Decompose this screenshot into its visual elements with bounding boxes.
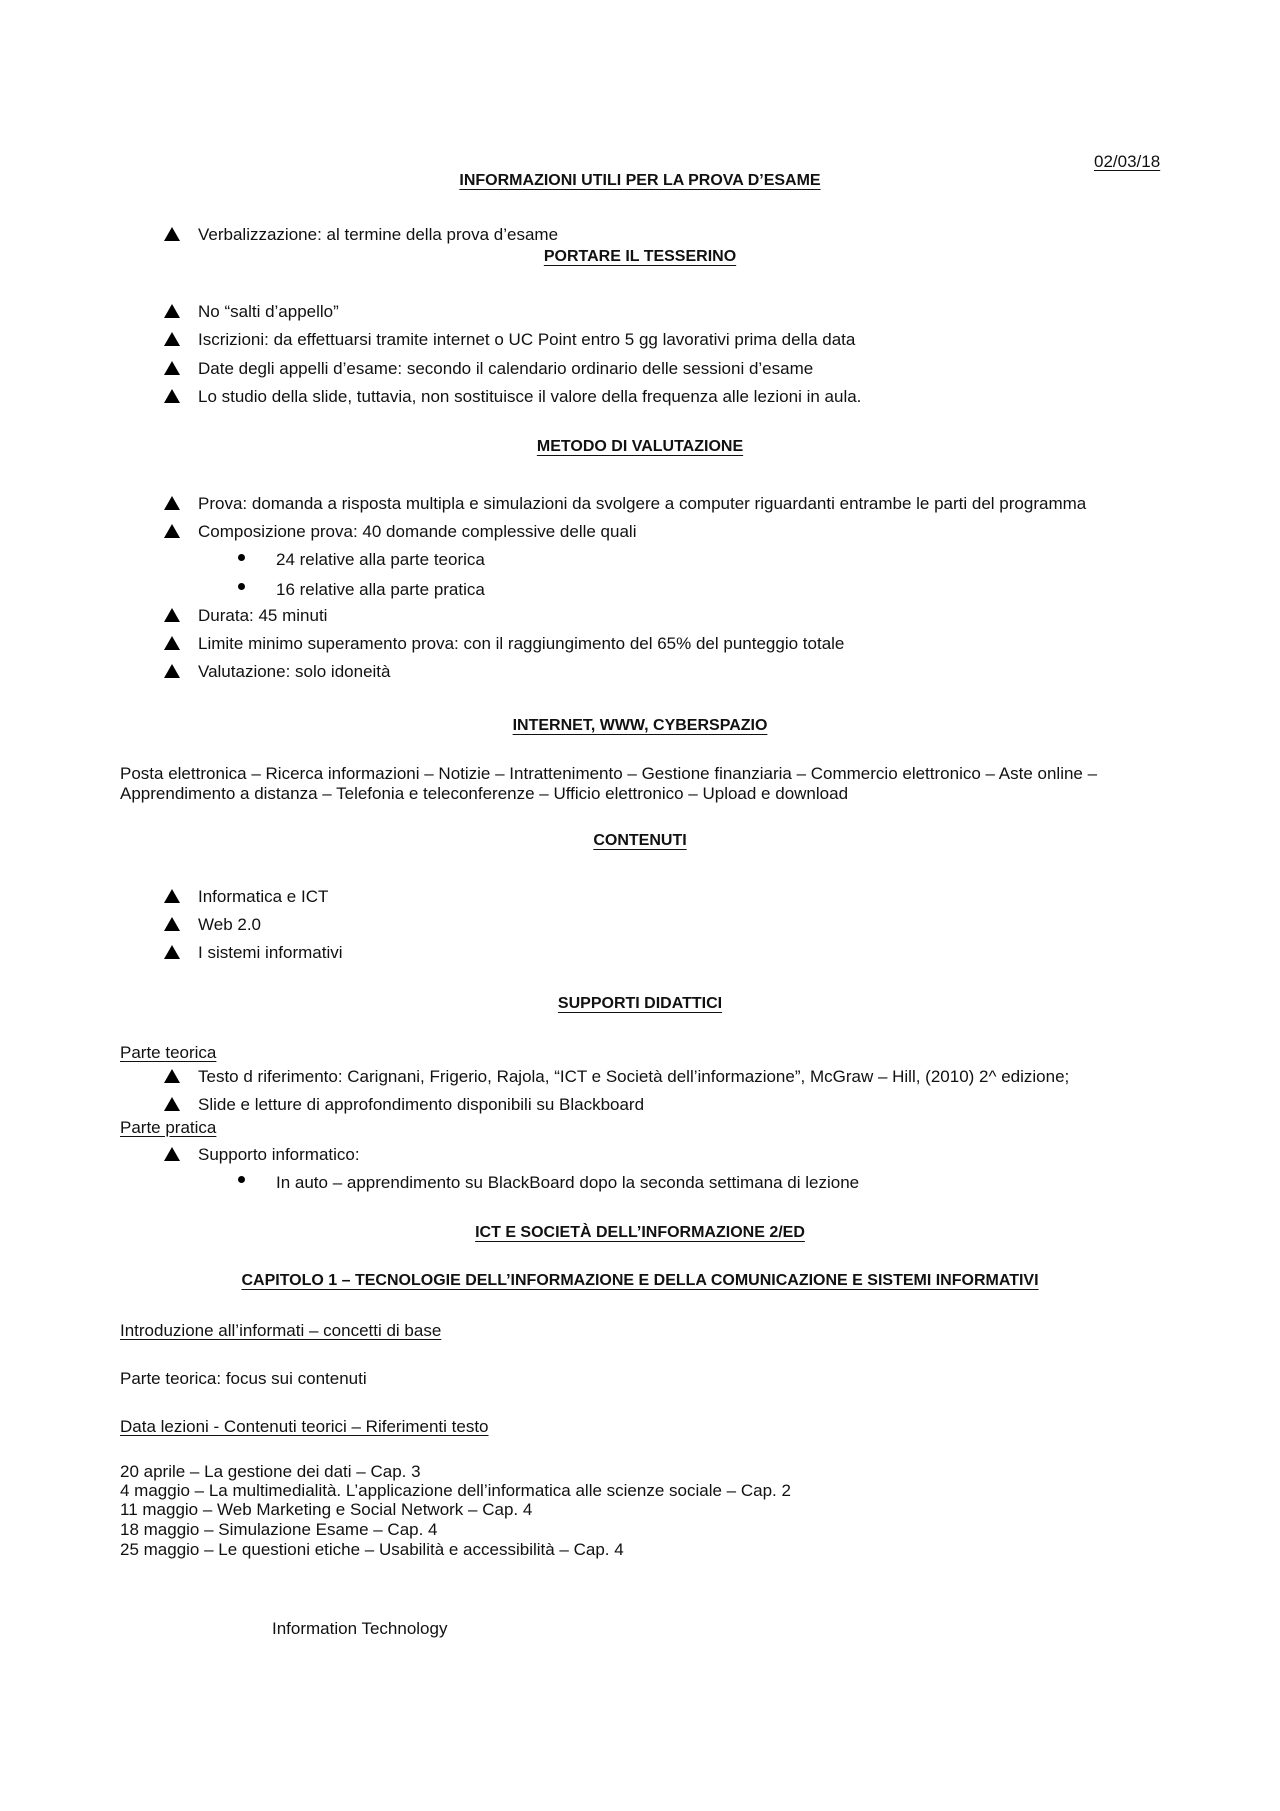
metodo-composizione: Composizione prova: 40 domande complessive delle quali bbox=[198, 522, 637, 541]
metodo-limite: Limite minimo superamento prova: con il raggiungimento del 65% del punteggio totale bbox=[198, 634, 845, 653]
parte-pratica-label: Parte pratica bbox=[120, 1118, 217, 1137]
contenuti-heading: CONTENUTI bbox=[593, 832, 687, 849]
triangle-bullet-icon bbox=[164, 889, 180, 903]
triangle-bullet-icon bbox=[164, 1069, 180, 1083]
internet-line-1: Posta elettronica – Ricerca informazioni – Notizie – Intrattenimento – Gestione finanziaria – Commercio elettronico – Aste online – bbox=[120, 764, 1098, 783]
triangle-bullet-icon bbox=[164, 361, 180, 375]
contenuti-item: I sistemi informativi bbox=[198, 943, 343, 962]
triangle-bullet-icon bbox=[164, 524, 180, 538]
contenuti-item: Web 2.0 bbox=[198, 915, 262, 934]
lesson-item: 20 aprile – La gestione dei dati – Cap. 3 bbox=[120, 1462, 421, 1481]
teorica-item: Testo d riferimento: Carignani, Frigerio, Rajola, “ICT e Società dell’informazione”, McGraw – Hill, (2010) 2^ edizione; bbox=[198, 1067, 1070, 1086]
parte-teorica-label: Parte teorica bbox=[120, 1043, 217, 1062]
internet-heading: INTERNET, WWW, CYBERSPAZIO bbox=[512, 717, 768, 734]
dot-bullet-icon bbox=[238, 554, 245, 561]
verbal-text: Verbalizzazione: al termine della prova d’esame bbox=[198, 225, 559, 244]
metodo-heading: METODO DI VALUTAZIONE bbox=[536, 438, 744, 455]
tesserino-heading: PORTARE IL TESSERINO bbox=[543, 248, 737, 265]
lesson-item: 18 maggio – Simulazione Esame – Cap. 4 bbox=[120, 1520, 438, 1539]
contenuti-item: Informatica e ICT bbox=[198, 887, 329, 906]
metodo-sub-item: 24 relative alla parte teorica bbox=[276, 550, 485, 569]
triangle-bullet-icon bbox=[164, 917, 180, 931]
lesson-item: 4 maggio – La multimedialità. L’applicazione dell’informatica alle scienze sociale – Cap. 2 bbox=[120, 1481, 791, 1500]
triangle-bullet-icon bbox=[164, 389, 180, 403]
metodo-valutazione: Valutazione: solo idoneità bbox=[198, 662, 391, 681]
rule-item: Iscrizioni: da effettuarsi tramite internet o UC Point entro 5 gg lavorativi prima della data bbox=[198, 330, 856, 349]
document-date: 02/03/18 bbox=[1094, 152, 1161, 171]
triangle-bullet-icon bbox=[164, 945, 180, 959]
metodo-sub-item: 16 relative alla parte pratica bbox=[276, 580, 485, 599]
page-footer: Information Technology bbox=[272, 1619, 448, 1638]
dot-bullet-icon bbox=[238, 583, 245, 590]
ict-heading: ICT E SOCIETÀ DELL’INFORMAZIONE 2/ED bbox=[475, 1224, 805, 1241]
rule-item: Date degli appelli d’esame: secondo il calendario ordinario delle sessioni d’esame bbox=[198, 359, 814, 378]
intro-text: Introduzione all’informati – concetti di base bbox=[120, 1321, 442, 1340]
rule-item: Lo studio della slide, tuttavia, non sostituisce il valore della frequenza alle lezioni in aula. bbox=[198, 387, 862, 406]
triangle-bullet-icon bbox=[164, 1147, 180, 1161]
triangle-bullet-icon bbox=[164, 664, 180, 678]
capitolo-heading: CAPITOLO 1 – TECNOLOGIE DELL’INFORMAZIONE E DELLA COMUNICAZIONE E SISTEMI INFORMATIVI bbox=[241, 1272, 1039, 1289]
rule-item: No “salti d’appello” bbox=[198, 302, 339, 321]
focus-text: Parte teorica: focus sui contenuti bbox=[120, 1369, 367, 1388]
supporti-heading: SUPPORTI DIDATTICI bbox=[557, 995, 723, 1012]
triangle-bullet-icon bbox=[164, 304, 180, 318]
page-title: INFORMAZIONI UTILI PER LA PROVA D’ESAME bbox=[459, 172, 821, 189]
teorica-item: Slide e letture di approfondimento disponibili su Blackboard bbox=[198, 1095, 645, 1114]
triangle-bullet-icon bbox=[164, 332, 180, 346]
pratica-item: Supporto informatico: bbox=[198, 1145, 360, 1164]
triangle-bullet-icon bbox=[164, 496, 180, 510]
data-lezioni-text: Data lezioni - Contenuti teorici – Riferimenti testo bbox=[120, 1417, 489, 1436]
triangle-bullet-icon bbox=[164, 227, 180, 241]
internet-line-2: Apprendimento a distanza – Telefonia e teleconferenze – Ufficio elettronico – Upload e download bbox=[120, 784, 849, 803]
metodo-prova: Prova: domanda a risposta multipla e simulazioni da svolgere a computer riguardanti entrambe le parti del programma bbox=[198, 494, 1087, 513]
lesson-item: 25 maggio – Le questioni etiche – Usabilità e accessibilità – Cap. 4 bbox=[120, 1540, 624, 1559]
triangle-bullet-icon bbox=[164, 636, 180, 650]
triangle-bullet-icon bbox=[164, 608, 180, 622]
pratica-sub-item: In auto – apprendimento su BlackBoard dopo la seconda settimana di lezione bbox=[276, 1173, 860, 1192]
metodo-durata: Durata: 45 minuti bbox=[198, 606, 328, 625]
triangle-bullet-icon bbox=[164, 1097, 180, 1111]
lesson-item: 11 maggio – Web Marketing e Social Network – Cap. 4 bbox=[120, 1500, 533, 1519]
dot-bullet-icon bbox=[238, 1176, 245, 1183]
